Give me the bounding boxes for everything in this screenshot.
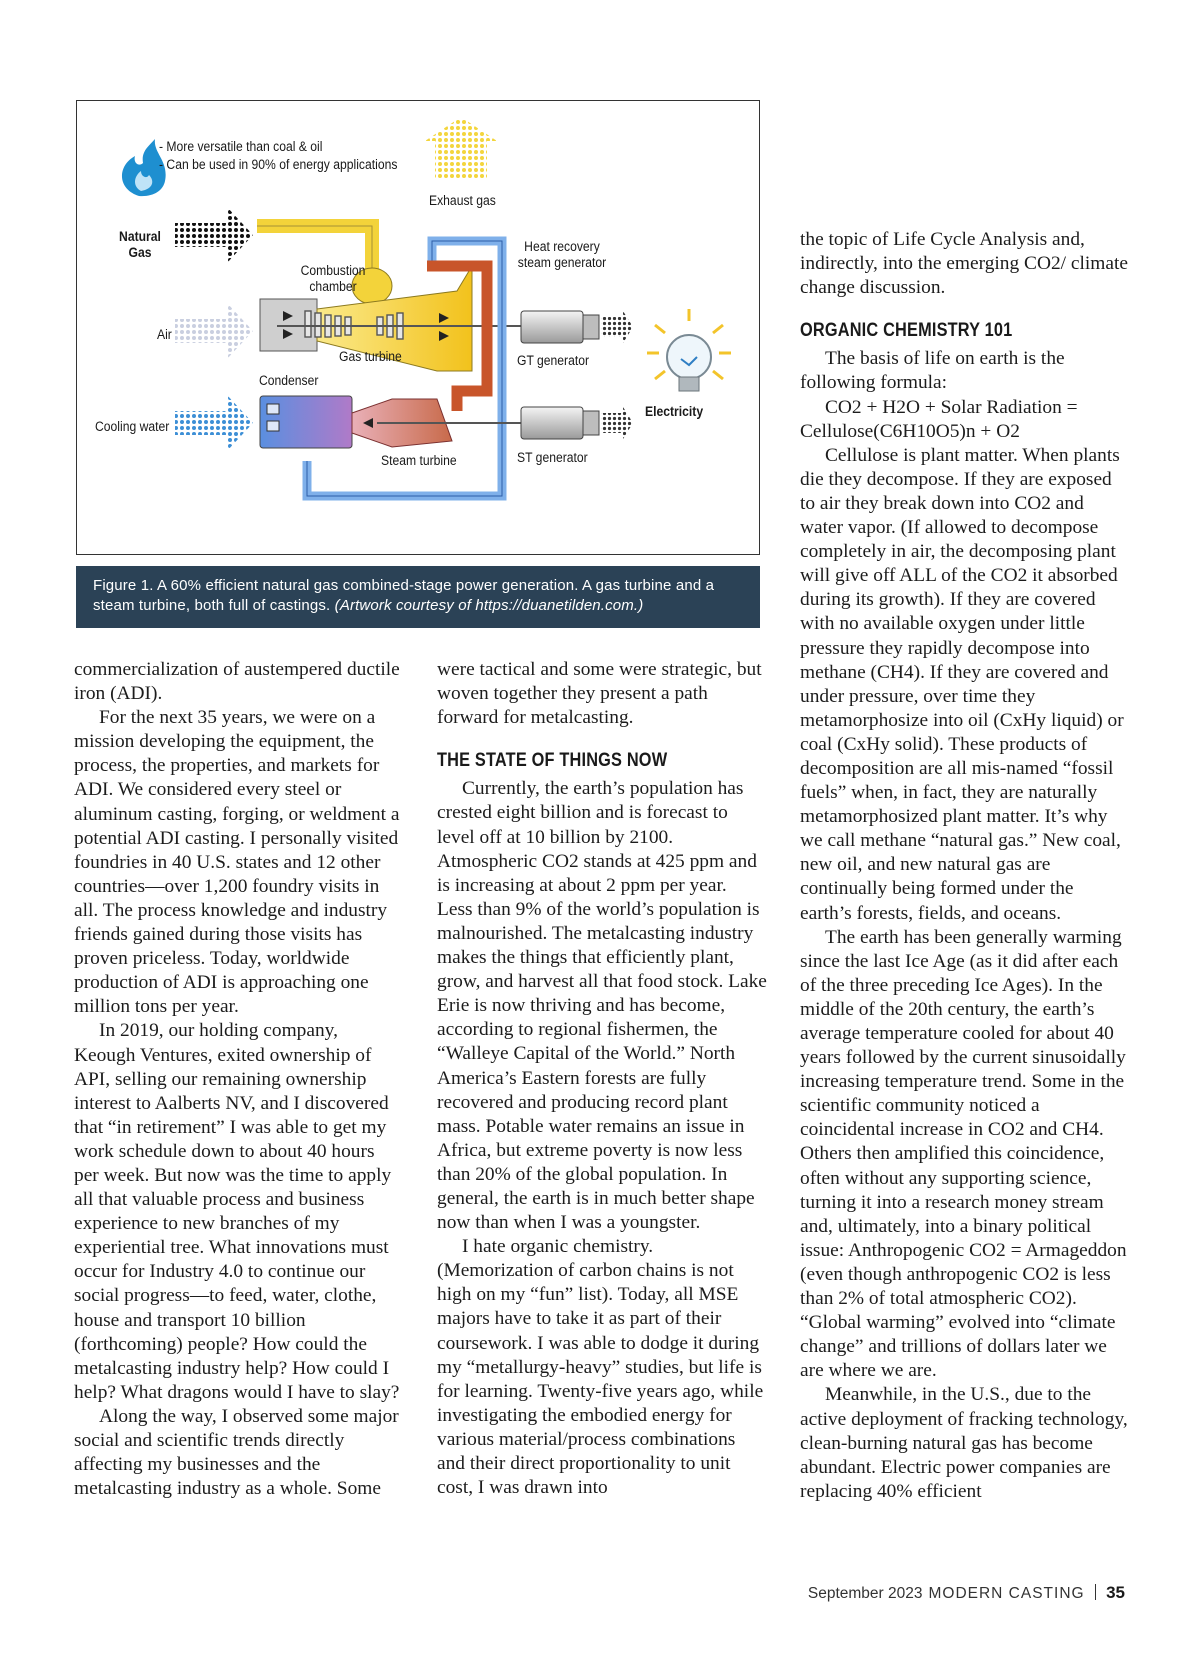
st-generator (521, 407, 583, 439)
column-3 (800, 228, 1130, 1504)
paragraph: were tactical and some were strategic, but woven together they present a path forward for metalcasting. (437, 659, 762, 729)
caption-credit: (Artwork courtesy of https://duanetilden.com.) (334, 597, 644, 614)
label-heat-recovery: Heat recovery steam generator (517, 239, 607, 270)
column-2 (437, 658, 767, 1500)
label-condenser: Condenser (259, 373, 319, 388)
natural-gas-arrow (175, 207, 253, 263)
formula-line: CO2 + H2O + Solar Radiation = (825, 396, 1078, 418)
formula-line: Cellulose(C6H10O5)n + O2 (800, 420, 1020, 442)
paragraph: Along the way, I observed some major social and scientific trends directly affecting my businesses and the metalcasting industry as a whole. Some (74, 1405, 399, 1500)
figure-bullet: - More versatile than coal & oil (159, 139, 323, 154)
paragraph: Cellulose is plant matter. When plants die they decompose. If they are exposed to air they break down into CO2 and water vapor. (If allowed to decompose completely in air, the decomposing plant will give off ALL of the CO2 it absorbed during its growth). If they are covered with no available oxygen under little pressure they rapidly decompose into methane (CH4). If they are covered and under pressure, over time they metamorphosize into oil (CxHy liquid) or coal (CxHy solid). These products of decomposition are all mis-named “fossil fuels” when, in fact, they are naturally metamorphosized plant matter. It’s why we call methane “natural gas.” New coal, new oil, and new natural gas are continually being formed under the earth’s forests, fields, and oceans. (800, 444, 1124, 924)
paragraph: Currently, the earth’s population has crested eight billion and is forecast to level off at 10 billion by 2100. Atmospheric CO2 stands at 425 ppm and is increasing at about 2 ppm per year. Less than 9% of the world’s population is malnourished. The metalcasting industry makes the things that efficiently plant, grow, and harvest all that food stock. Lake Erie is now thriving and has become, according to regional fishermen, the “Walleye Capital of the World.” North America’s Eastern forests are fully recovered and producing record plant mass. Potable water remains an issue in Africa, but extreme poverty is now less than 20% of the global population. In general, the earth is in much better shape now than when I was a youngster. (437, 778, 767, 1234)
label-natural-gas: Natural Gas (119, 229, 161, 260)
label-exhaust-gas: Exhaust gas (429, 193, 496, 208)
column-1 (74, 658, 404, 1501)
footer-date: September 2023 (807, 1585, 923, 1602)
gt-generator (521, 311, 583, 343)
paragraph: For the next 35 years, we were on a mission developing the equipment, the process, the properties, and markets for ADI. We considered every steel or aluminum casting, forging, or weldment a potential ADI casting. I personally visited foundries in 40 U.S. states and 12 other countries—over 1,200 foundry visits in all. The process knowledge and industry friends gained during those visits has proven priceless. Today, worldwide production of ADI is approaching one million tons per year. (74, 707, 400, 1018)
section-heading: ORGANIC CHEMISTRY 101 (800, 320, 1013, 342)
label-steam-turbine: Steam turbine (381, 453, 457, 468)
lightbulb-icon (647, 309, 731, 391)
figure-bullet: - Can be used in 90% of energy applications (159, 157, 398, 172)
label-gt-generator: GT generator (517, 353, 590, 368)
figure-diagram (76, 100, 760, 555)
label-cooling-water: Cooling water (95, 419, 170, 434)
label-air: Air (157, 327, 172, 342)
paragraph: I hate organic chemistry. (Memorization of carbon chains is not high on my “fun” list). Today, all MSE majors have to take it as part of their coursework. I was able to dodge it during my “metallurgy-heavy” studies, but life is for learning. Twenty-five years ago, while investigating the embodied energy for various material/process combinations and their direct proportionality to unit cost, I was drawn into (437, 1236, 764, 1499)
paragraph: The basis of life on earth is the following formula: (800, 348, 1065, 394)
page-footer (808, 1583, 1125, 1603)
label-combustion-chamber: Combustion chamber (300, 263, 366, 294)
caption-text: Figure 1. A 60% efficient natural gas combined-stage power generation. A gas turbine and a steam turbine, both full of castings. (93, 577, 715, 614)
paragraph: In 2019, our holding company, Keough Ventures, exited ownership of API, selling our remaining ownership interest to Aalberts NV, and I discovered that “in retirement” I was able to get my work schedule down to about 40 hours per week. But now was the time to apply all that valuable process and business experience to new branches of my experiential tree. What innovations must occur for Industry 4.0 to continue our social progress—to feed, water, clothe, house and transport 10 billion (forthcoming) people? How could the metalcasting industry help? How could I help? What dragons would I have to slay? (74, 1020, 400, 1403)
paragraph: commercialization of austempered ductile iron (ADI). (74, 659, 400, 705)
footer-magazine: MODERN CASTING (928, 1585, 1085, 1602)
label-st-generator: ST generator (517, 450, 588, 465)
label-electricity: Electricity (645, 404, 704, 419)
paragraph: Meanwhile, in the U.S., due to the active deployment of fracking technology, clean-burning natural gas has become abundant. Electric power companies are replacing 40% efficient (800, 1384, 1128, 1502)
label-gas-turbine: Gas turbine (339, 349, 402, 364)
paragraph: the topic of Life Cycle Analysis and, indirectly, into the emerging CO2/ climate change discussion. (800, 229, 1128, 299)
section-heading: THE STATE OF THINGS NOW (437, 750, 668, 772)
exhaust-arrow (425, 117, 497, 179)
paragraph: The earth has been generally warming since the last Ice Age (as it did after each of the three preceding Ice Ages). In the middle of the 20th century, the earth’s average temperature cooled for about 40 years followed by the current sinusoidally increasing temperature trend. Some in the scientific community noticed a coincidental increase in CO2 and CH4. Others then amplified this coincidence, often without any supporting science, turning it into a research money stream and, ultimately, into a binary political issue: Anthropogenic CO2 = Armageddon (even though anthropogenic CO2 is less than 2% of total atmospheric CO2). “Global warming” evolved into “climate change” and trillions of dollars later we are where we are. (800, 926, 1127, 1382)
air-arrow (175, 303, 253, 359)
figure-caption (76, 566, 760, 628)
cooling-water-arrow (175, 395, 253, 451)
page-number: 35 (1106, 1583, 1125, 1602)
footer-divider (1095, 1584, 1097, 1600)
